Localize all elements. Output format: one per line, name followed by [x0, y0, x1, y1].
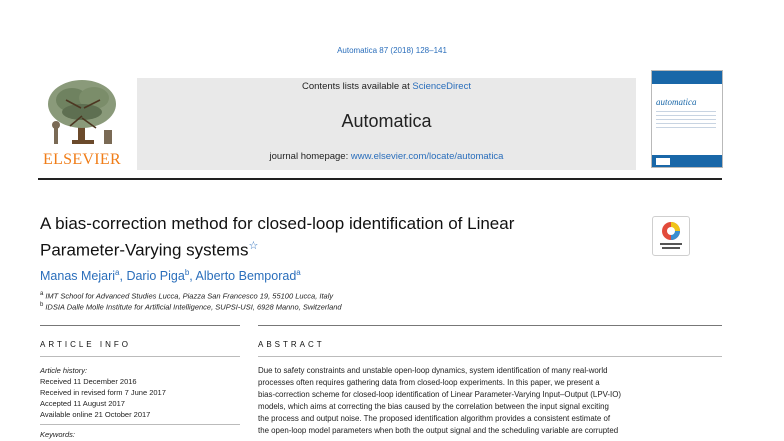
author-affil-mark[interactable]: a [296, 268, 301, 277]
affiliation-mark: b [40, 302, 44, 308]
elsevier-logo[interactable] [38, 78, 126, 170]
history-item: Accepted 11 August 2017 [40, 399, 125, 408]
title-line-1: A bias-correction method for closed-loop identification of Linear [40, 214, 515, 233]
article-info-subrule [40, 356, 240, 357]
check-for-updates-icon [653, 217, 689, 255]
author-affil-mark[interactable]: b [184, 268, 190, 277]
homepage-prefix: journal homepage: [269, 151, 351, 162]
abstract-line: Due to safety constraints and unstable open-loop dynamics, system identification of many real-world [258, 366, 608, 375]
abstract-subrule [258, 356, 722, 357]
affiliation-text: IMT School for Advanced Studies Lucca, Piazza San Francesco 19, 55100 Lucca, Italy [45, 291, 334, 301]
elsevier-tree-icon [42, 78, 122, 150]
abstract-line: the open-loop model parameters when both the output signal and the scheduling variable are corrupted [258, 426, 619, 435]
article-title [40, 213, 640, 262]
affiliation [40, 302, 342, 312]
title-line-2: Parameter-Varying systems [40, 240, 249, 260]
abstract-line: bias-correction scheme for closed-loop identification of Linear Parameter-Varying Input–Output (LPV-IO) [258, 390, 621, 399]
abstract-rule [258, 325, 722, 326]
sciencedirect-link[interactable]: ScienceDirect [412, 81, 471, 92]
homepage-line [137, 151, 636, 162]
keywords-label: Keywords: [40, 430, 76, 439]
cover-strip [652, 155, 722, 167]
affiliation [40, 291, 333, 301]
author-link[interactable]: Alberto Bemporad [195, 269, 297, 284]
affiliation-text: IDSIA Dalle Molle Institute for Artificial Intelligence, SUPSI-USI, 6928 Manno, Switzerland [45, 302, 342, 312]
journal-title[interactable]: Automatica [341, 111, 432, 131]
history-item: Received in revised form 7 June 2017 [40, 388, 166, 397]
article-info-heading: ARTICLE INFO [40, 340, 131, 349]
title-footnote-mark[interactable]: ☆ [248, 240, 259, 252]
cover-band [652, 71, 722, 84]
cover-text-lines [656, 111, 716, 131]
homepage-link[interactable]: www.elsevier.com/locate/automatica [350, 151, 504, 162]
author-link[interactable]: Manas Mejari [40, 269, 116, 284]
journal-banner [137, 78, 636, 170]
abstract-line: processes often requires gathering data from closed-loop experiments. In this paper, we present a [258, 378, 600, 387]
history-item: Received 11 December 2016 [40, 377, 137, 386]
history-item: Available online 21 October 2017 [40, 410, 151, 419]
author-affil-mark[interactable]: a [115, 268, 120, 277]
cover-title: automatica [656, 97, 697, 107]
affiliation-mark: a [40, 291, 44, 297]
abstract-heading: ABSTRACT [258, 340, 325, 349]
history-label: Article history: [40, 366, 88, 375]
keywords-rule [40, 424, 240, 425]
publisher-name: ELSEVIER [43, 151, 121, 168]
abstract-body [258, 365, 722, 437]
article-info-rule [40, 325, 240, 326]
citation[interactable]: Automatica 87 (2018) 128–141 [337, 46, 447, 55]
header-rule [38, 178, 722, 180]
abstract-line: the process and output noise. The proposed identification algorithm provides a consistent estimate of [258, 414, 611, 423]
abstract-line: models, which aims at correcting the bias caused by the correlation between the input signal exciting [258, 402, 609, 411]
author-list: Manas Mejari$^a$, Dario Piga$^b$, Alberto Bemporad$^a$ [40, 268, 301, 284]
author-link[interactable]: Dario Piga [126, 269, 185, 284]
journal-cover[interactable] [651, 70, 723, 168]
contents-line [137, 81, 636, 92]
contents-prefix: Contents lists available at [302, 81, 413, 92]
check-for-updates-button[interactable] [652, 216, 690, 256]
